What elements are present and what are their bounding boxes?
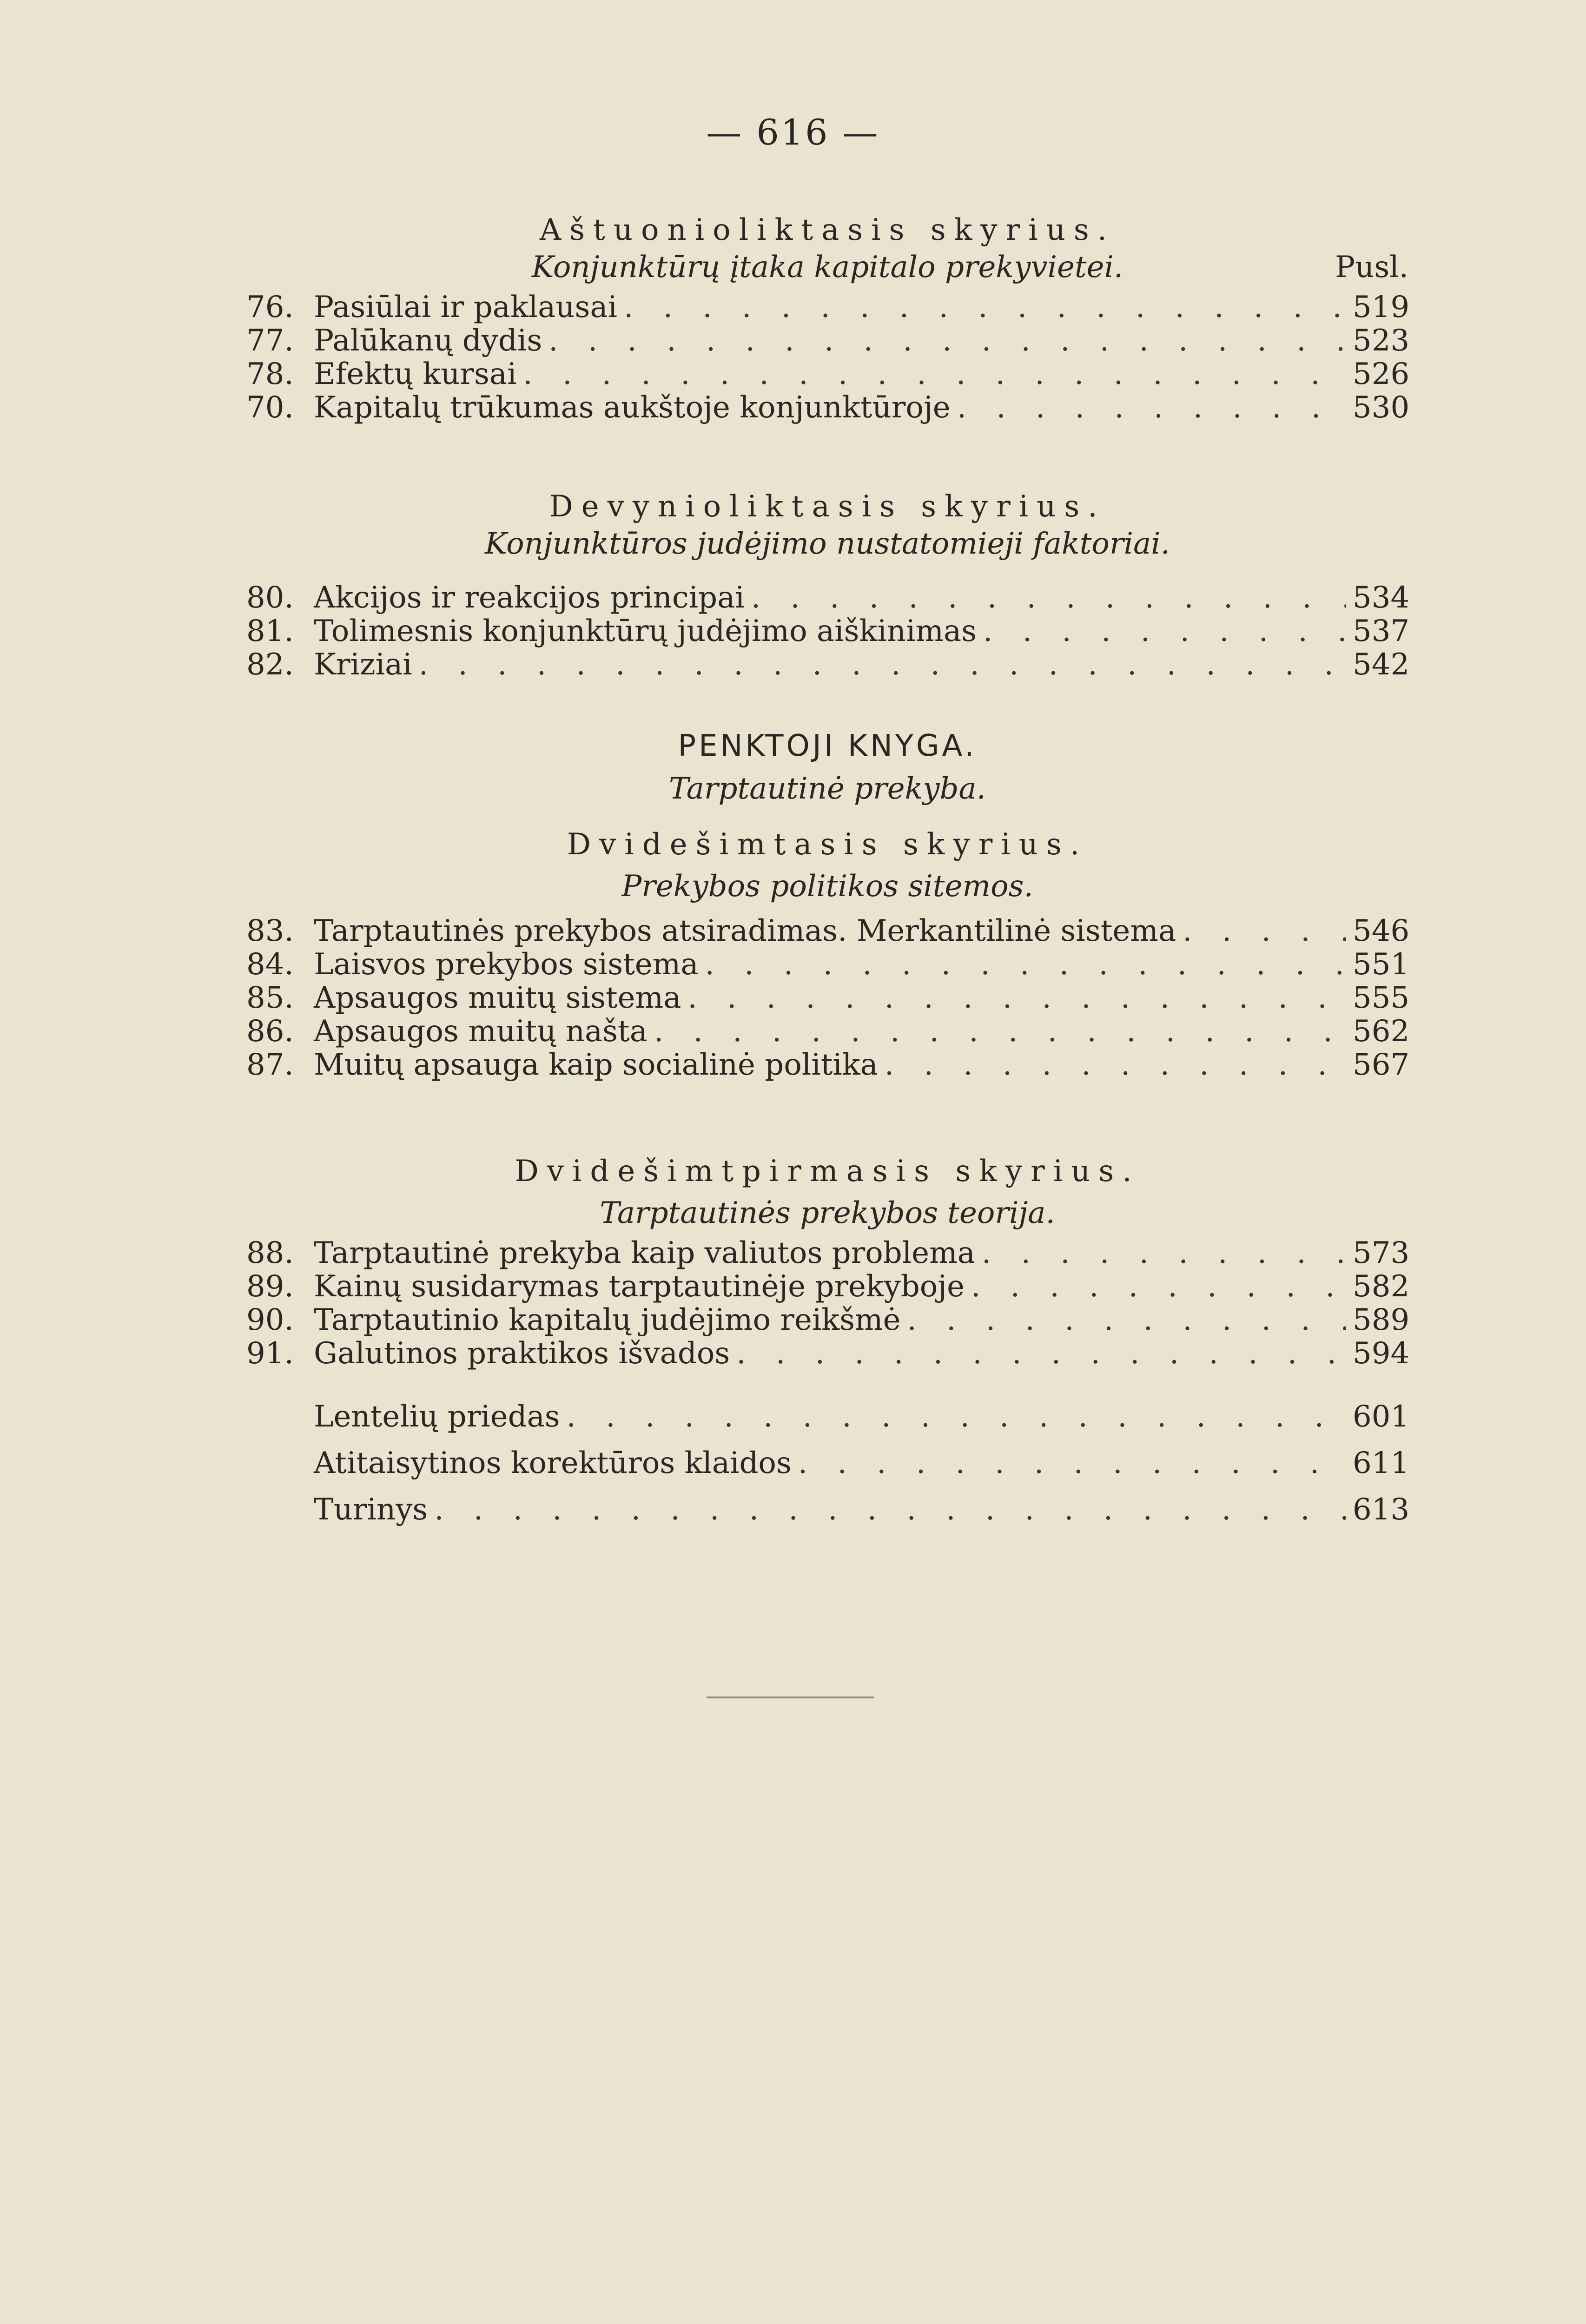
entry-number: 84. xyxy=(246,947,294,982)
entry-title: Atitaisytinos korektūros klaidos xyxy=(314,1446,792,1480)
entry-number: 88. xyxy=(246,1236,294,1270)
leader-dots xyxy=(419,648,1346,681)
leader-dots xyxy=(971,1270,1346,1303)
entry-title: Apsaugos muitų našta xyxy=(314,1014,648,1049)
entry-page: 582 xyxy=(1353,1269,1410,1304)
toc-entry xyxy=(246,1337,1408,1370)
chapter-21 xyxy=(246,1153,1408,1533)
book-heading: PENKTOJI KNYGA. xyxy=(678,729,977,763)
leader-dots xyxy=(687,981,1346,1015)
entry-page: 555 xyxy=(1353,981,1410,1015)
leader-dots xyxy=(885,1048,1346,1082)
toc-entry xyxy=(246,290,1408,324)
entry-page: 546 xyxy=(1353,914,1410,948)
entry-title: Palūkanų dydis xyxy=(314,324,542,358)
toc-entry xyxy=(246,948,1408,981)
chapter-18 xyxy=(246,211,1408,424)
leader-dots xyxy=(751,581,1346,614)
leader-dots xyxy=(523,357,1346,391)
leader-dots xyxy=(434,1486,1346,1533)
entry-title: Pasiūlai ir paklausai xyxy=(314,290,617,324)
toc-entry xyxy=(246,357,1408,391)
entry-page: 594 xyxy=(1353,1336,1410,1371)
leader-dots xyxy=(705,948,1347,981)
book-subtitle: Tarptautinė prekyba. xyxy=(669,772,986,806)
leader-dots xyxy=(654,1015,1346,1048)
chapter-heading: Dvidešimtpirmasis skyrius. xyxy=(515,1154,1140,1188)
chapter-19 xyxy=(246,488,1408,681)
entry-page: 542 xyxy=(1353,647,1410,682)
entry-title: Apsaugos muitų sistema xyxy=(314,981,681,1015)
entry-page: 526 xyxy=(1353,357,1410,391)
leader-dots xyxy=(798,1440,1346,1486)
entry-page: 534 xyxy=(1353,581,1410,615)
chapter-heading: Dvidešimtasis skyrius. xyxy=(567,827,1088,862)
toc-entry xyxy=(246,1303,1408,1337)
chapter-heading: Devynioliktasis skyrius. xyxy=(549,489,1106,524)
entry-number: 70. xyxy=(246,390,294,425)
toc-entry xyxy=(246,1440,1408,1486)
entry-number: 86. xyxy=(246,1014,294,1049)
leader-dots xyxy=(736,1337,1346,1370)
entry-title: Galutinos praktikos išvados xyxy=(314,1336,730,1371)
entry-number: 77. xyxy=(246,324,294,358)
toc-entry xyxy=(246,581,1408,614)
entry-title: Kriziai xyxy=(314,647,412,682)
entry-title: Tarptautinės prekybos atsiradimas. Merkantilinė sistema xyxy=(314,914,1176,948)
leader-dots xyxy=(1183,914,1346,948)
leader-dots xyxy=(548,324,1346,357)
chapter-20 xyxy=(246,727,1408,1082)
chapter-subheading-row xyxy=(246,249,1408,286)
entry-title: Muitų apsauga kaip socialinė politika xyxy=(314,1048,878,1082)
entry-number: 89. xyxy=(246,1269,294,1304)
entry-number: 81. xyxy=(246,614,294,648)
toc-entry xyxy=(246,1236,1408,1270)
entry-page: 551 xyxy=(1353,947,1410,982)
leader-dots xyxy=(982,1236,1346,1270)
entry-number: 82. xyxy=(246,647,294,682)
leader-dots xyxy=(567,1393,1346,1440)
entry-page: 567 xyxy=(1353,1048,1410,1082)
toc-entry xyxy=(246,1270,1408,1303)
chapter-subheading: Konjunktūros judėjimo nustatomieji faktoriai. xyxy=(485,527,1170,561)
entry-title: Kapitalų trūkumas aukštoje konjunktūroje xyxy=(314,390,951,425)
entry-title: Kainų susidarymas tarptautinėje prekyboje xyxy=(314,1269,965,1304)
entry-number: 83. xyxy=(246,914,294,948)
entry-title: Turinys xyxy=(314,1492,428,1527)
entry-title: Laisvos prekybos sistema xyxy=(314,947,699,982)
toc-entry xyxy=(246,614,1408,648)
chapter-subheading: Tarptautinės prekybos teorija. xyxy=(600,1196,1055,1230)
chapter-heading: Aštuonioliktasis skyrius. xyxy=(539,213,1116,247)
end-rule xyxy=(707,1697,874,1698)
entry-page: 562 xyxy=(1353,1014,1410,1049)
toc-entry xyxy=(246,1015,1408,1048)
entry-page: 589 xyxy=(1353,1303,1410,1337)
entry-number: 80. xyxy=(246,581,294,615)
entry-number: 76. xyxy=(246,290,294,324)
entry-title: Tarptautinio kapitalų judėjimo reikšmė xyxy=(314,1303,901,1337)
toc-entry xyxy=(246,981,1408,1015)
chapter-subheading: Prekybos politikos sitemos. xyxy=(621,869,1033,904)
entry-page: 611 xyxy=(1353,1446,1410,1480)
entry-number: 91. xyxy=(246,1336,294,1371)
toc-entry xyxy=(246,324,1408,357)
entry-title: Lentelių priedas xyxy=(314,1400,560,1434)
chapter-subheading: Konjunktūrų įtaka kapitalo prekyvietei. xyxy=(531,250,1123,284)
entry-number: 90. xyxy=(246,1303,294,1337)
entry-page: 530 xyxy=(1353,390,1410,425)
toc-entry xyxy=(246,1486,1408,1533)
page-number: — 616 — xyxy=(706,112,880,153)
entry-page: 613 xyxy=(1353,1492,1410,1527)
leader-dots xyxy=(624,290,1346,324)
entry-number: 85. xyxy=(246,981,294,1015)
toc-entry xyxy=(246,1048,1408,1082)
entry-title: Efektų kursai xyxy=(314,357,517,391)
entry-page: 519 xyxy=(1353,290,1410,324)
entry-number: 78. xyxy=(246,357,294,391)
entry-number: 87. xyxy=(246,1048,294,1082)
leader-dots xyxy=(983,614,1346,648)
toc-entry xyxy=(246,914,1408,948)
toc-entry xyxy=(246,1393,1408,1440)
entry-page: 537 xyxy=(1353,614,1410,648)
entry-page: 573 xyxy=(1353,1236,1410,1270)
page-column-label: Pusl. xyxy=(1335,250,1408,284)
entry-title: Akcijos ir reakcijos principai xyxy=(314,581,745,615)
toc-entry xyxy=(246,391,1408,424)
entry-title: Tolimesnis konjunktūrų judėjimo aiškinimas xyxy=(314,614,977,648)
leader-dots xyxy=(957,391,1346,424)
entry-page: 523 xyxy=(1353,324,1410,358)
entry-title: Tarptautinė prekyba kaip valiutos problema xyxy=(314,1236,975,1270)
leader-dots xyxy=(907,1303,1346,1337)
entry-page: 601 xyxy=(1353,1400,1410,1434)
toc-entry xyxy=(246,648,1408,681)
